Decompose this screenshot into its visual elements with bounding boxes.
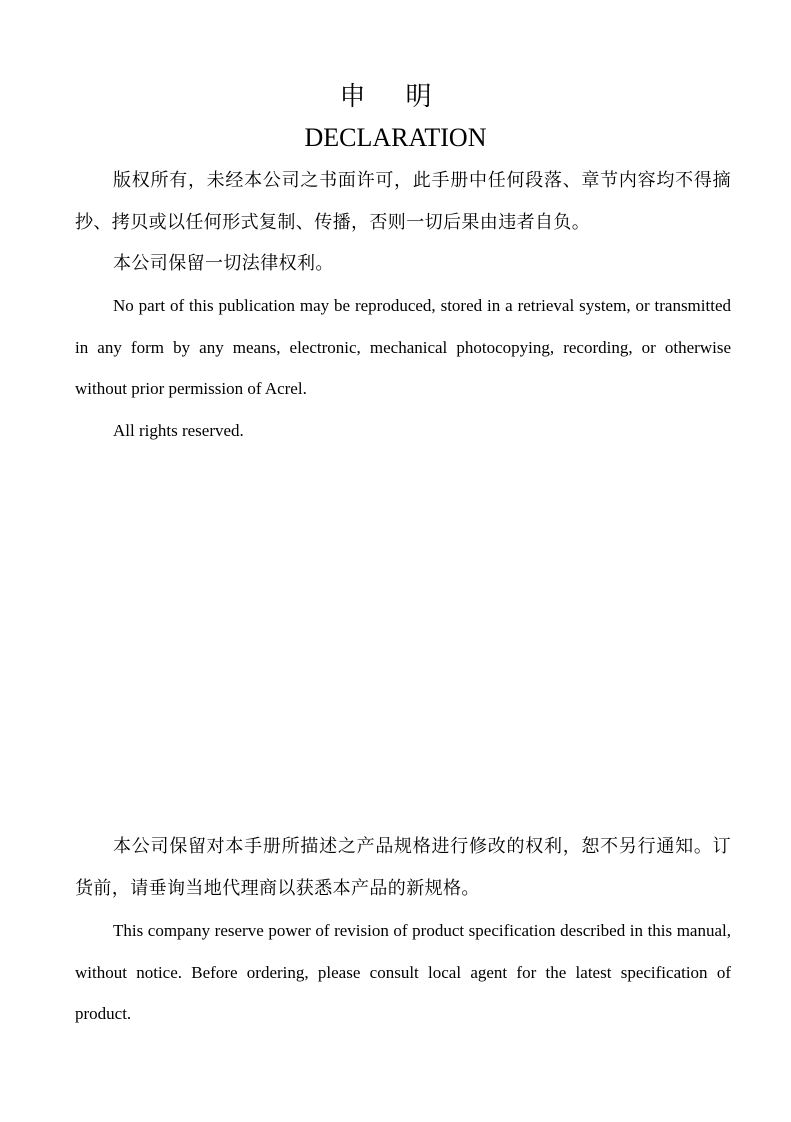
revision-paragraph-english: This company reserve power of revision of product specification described in this manual, without notice. Before ordering, please consult local agent for the latest specification of product.	[75, 921, 731, 1023]
copyright-paragraph-chinese: 版权所有，未经本公司之书面许可，此手册中任何段落、章节内容均不得摘抄、拷贝或以任何形式复制、传播，否则一切后果由违者自负。	[75, 170, 731, 232]
rights-paragraph-chinese: 本公司保留一切法律权利。	[113, 253, 334, 273]
copyright-paragraph-english: No part of this publication may be reproduced, stored in a retrieval system, or transmitted in any form by any means, electronic, mechanical photocopying, recording, or otherwise without prior permission of Acrel.	[75, 296, 731, 398]
declaration-title-chinese: 申明	[339, 82, 472, 111]
revision-paragraph-chinese: 本公司保留对本手册所描述之产品规格进行修改的权利，恕不另行通知。订货前，请垂询当地代理商以获悉本产品的新规格。	[75, 836, 731, 898]
declaration-title-english: DECLARATION	[304, 123, 487, 152]
rights-paragraph-english: All rights reserved.	[113, 421, 244, 440]
